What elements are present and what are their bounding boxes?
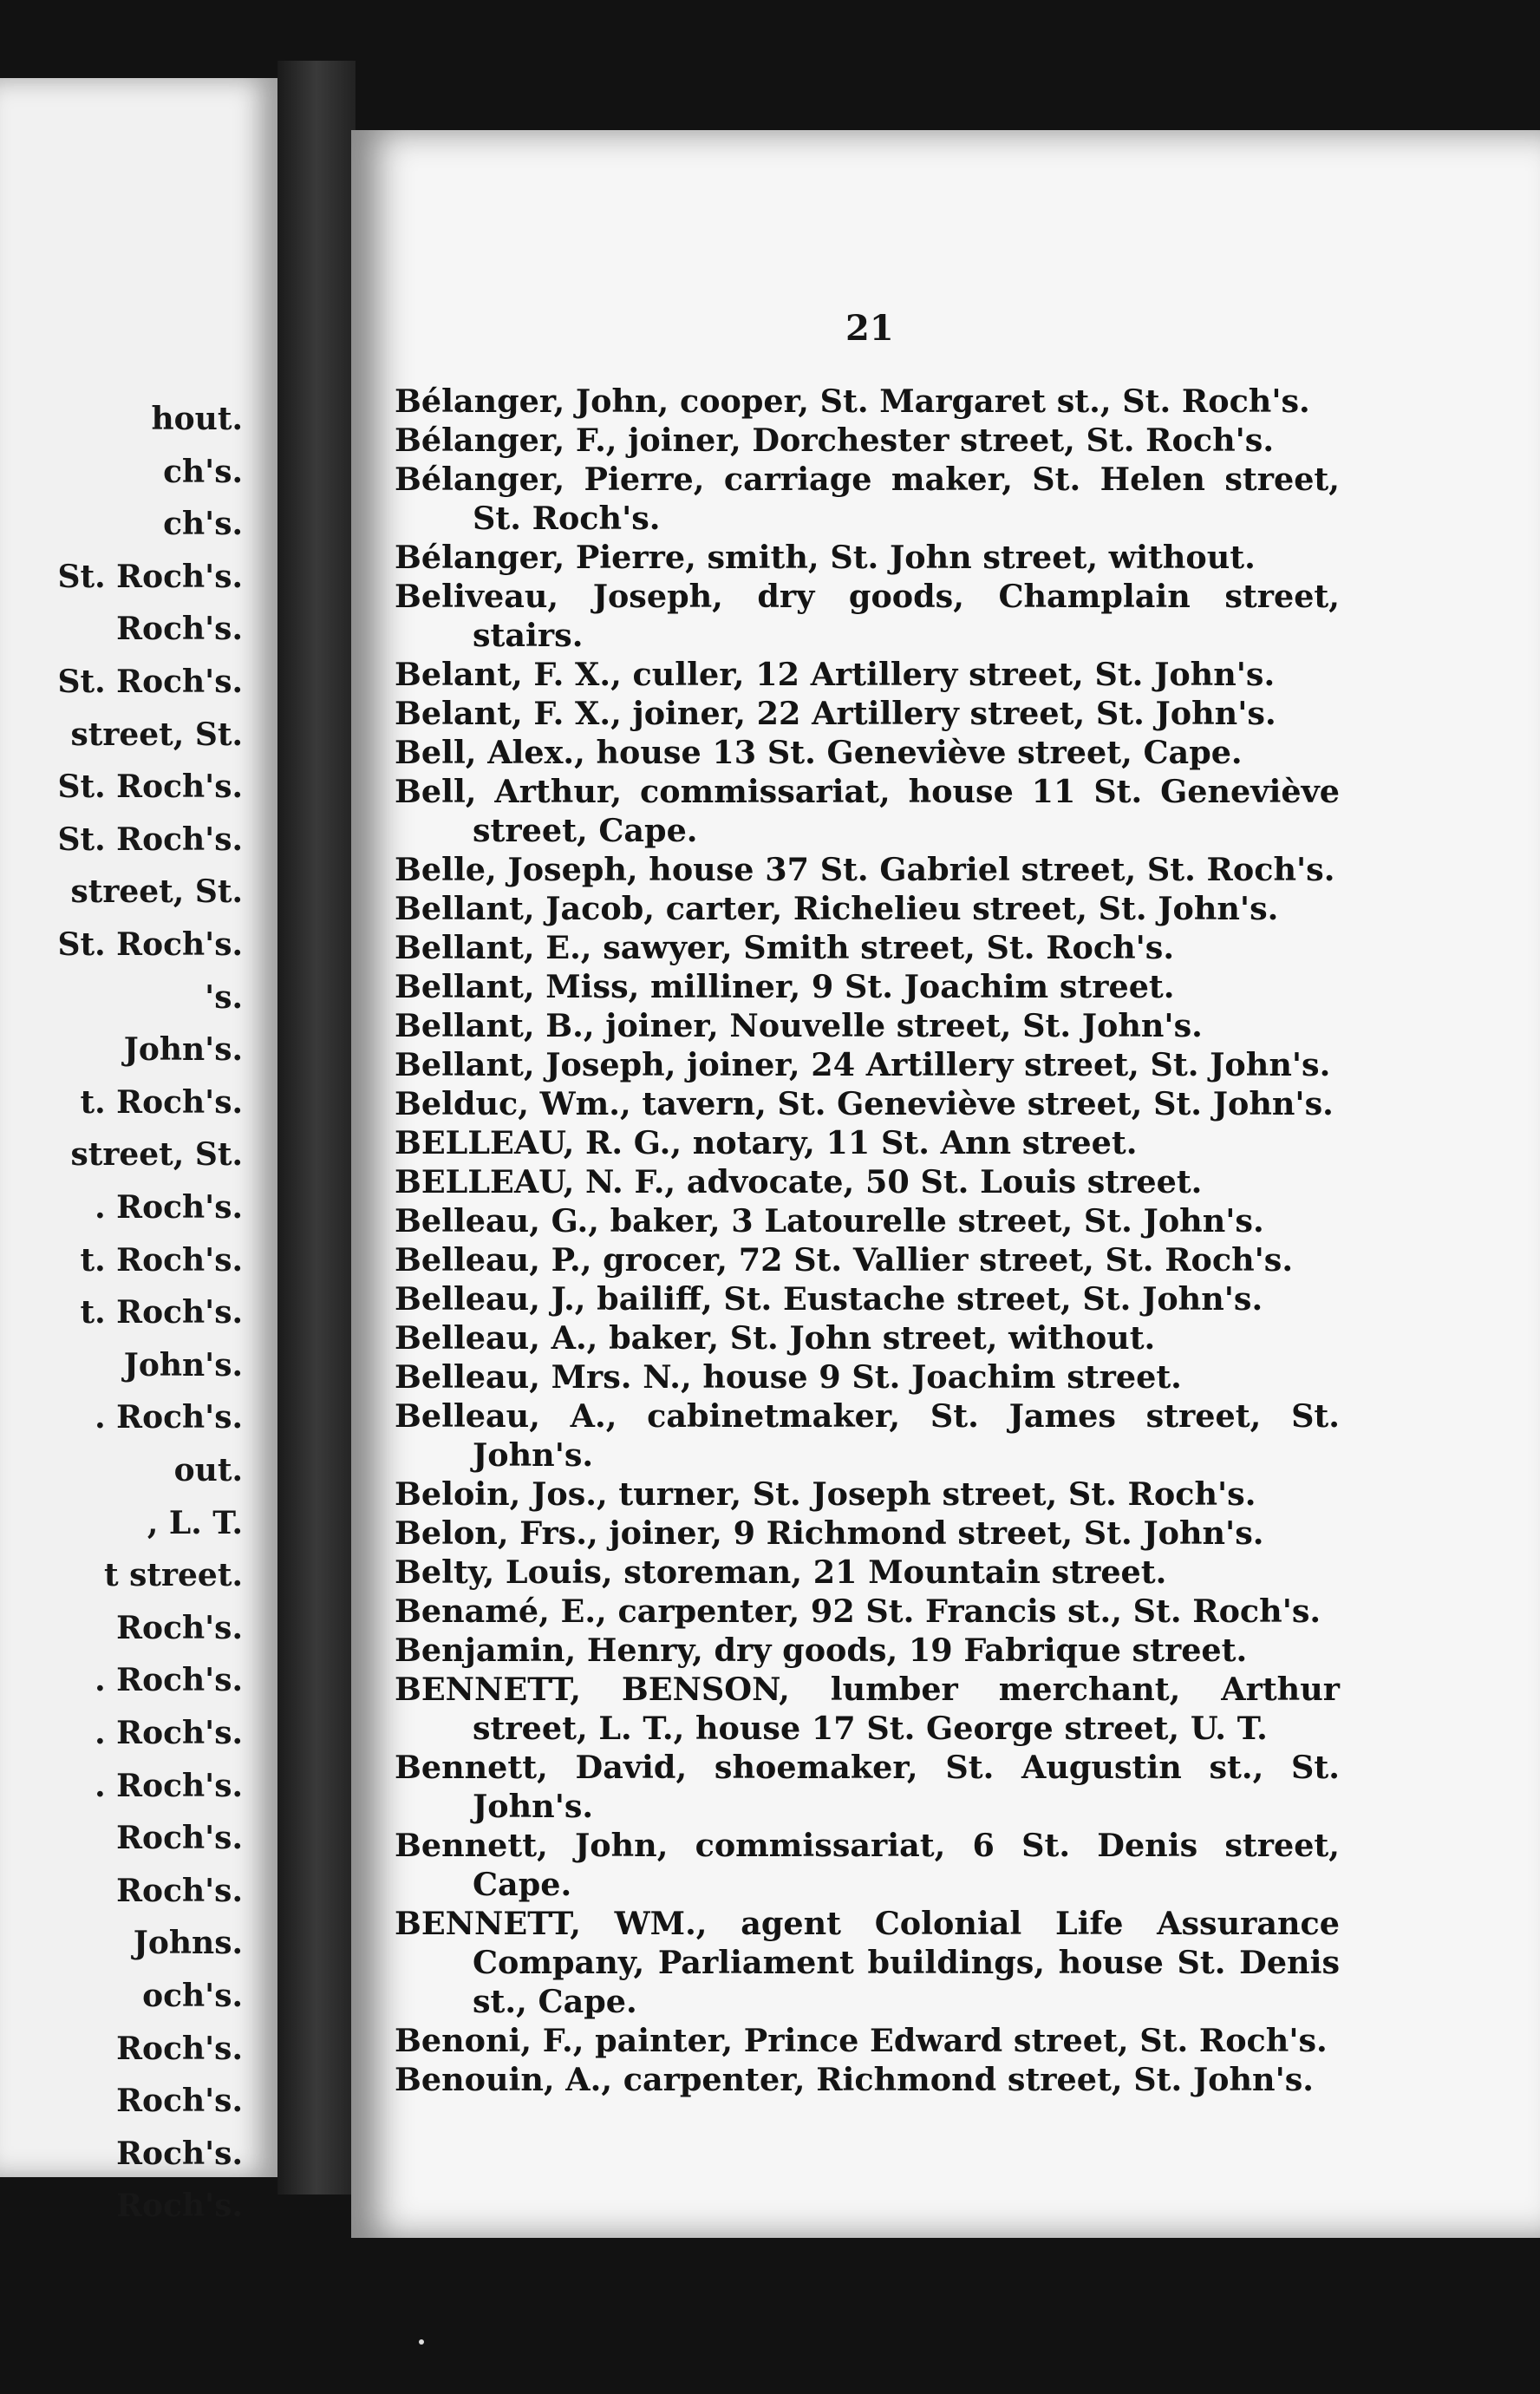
directory-entry: Belleau, Mrs. N., house 9 St. Joachim street. bbox=[395, 1358, 1182, 1396]
directory-entry: Bellant, B., joiner, Nouvelle street, St. John's. bbox=[395, 1007, 1203, 1044]
directory-entry: Belleau, A., baker, St. John street, without. bbox=[395, 1319, 1156, 1357]
directory-entry: Benjamin, Henry, dry goods, 19 Fabrique street. bbox=[395, 1632, 1248, 1669]
directory-entry: Beloin, Jos., turner, St. Joseph street, St. Roch's. bbox=[395, 1475, 1256, 1513]
directory-entry: Bell, Arthur, commissariat, house 11 St. Geneviève street, Cape. bbox=[395, 773, 1340, 849]
facing-page-line: Roch's. bbox=[116, 1609, 243, 1646]
facing-page-line: och's. bbox=[142, 1978, 243, 2014]
directory-entry: BELLEAU, N. F., advocate, 50 St. Louis street. bbox=[395, 1163, 1203, 1200]
facing-page-line: John's. bbox=[123, 1031, 243, 1069]
facing-page-line: Roch's. bbox=[116, 2083, 243, 2120]
facing-page-line: St. Roch's. bbox=[57, 821, 243, 858]
directory-entry: Bellant, Jacob, carter, Richelieu street, St. John's. bbox=[395, 890, 1279, 927]
facing-page-line: Roch's. bbox=[116, 2188, 243, 2225]
facing-page-line: , L. T. bbox=[147, 1504, 243, 1541]
facing-page-line: St. Roch's. bbox=[57, 558, 243, 595]
directory-entry: Bélanger, Pierre, carriage maker, St. Helen street, St. Roch's. bbox=[395, 461, 1340, 537]
directory-entry: Belleau, J., bailiff, St. Eustache street, St. John's. bbox=[395, 1280, 1263, 1318]
facing-page-line: ch's. bbox=[163, 506, 243, 543]
facing-page-line: t. Roch's. bbox=[80, 1241, 243, 1279]
facing-page-line: t street. bbox=[104, 1557, 243, 1594]
facing-page-line: . Roch's. bbox=[95, 1715, 243, 1751]
directory-entry: Benoni, F., painter, Prince Edward street, St. Roch's. bbox=[395, 2022, 1328, 2059]
directory-entry: Belant, F. X., joiner, 22 Artillery street, St. John's. bbox=[395, 695, 1276, 732]
directory-entry: Bélanger, John, cooper, St. Margaret st., St. Roch's. bbox=[395, 383, 1310, 420]
directory-entry: BELLEAU, R. G., notary, 11 St. Ann street. bbox=[395, 1124, 1138, 1161]
facing-page-line: Johns. bbox=[133, 1925, 243, 1962]
facing-page-line: . Roch's. bbox=[95, 1662, 243, 1699]
facing-page-line: Roch's. bbox=[116, 2030, 243, 2067]
directory-entry: Belleau, A., cabinetmaker, St. James street, St. John's. bbox=[395, 1397, 1340, 1474]
directory-entry: Benamé, E., carpenter, 92 St. Francis st., St. Roch's. bbox=[395, 1593, 1321, 1630]
directory-entry: BENNETT, BENSON, lumber merchant, Arthur street, L. T., house 17 St. George street, U. T. bbox=[395, 1671, 1340, 1747]
facing-page-line: street, St. bbox=[70, 1136, 243, 1174]
directory-entry: Belty, Louis, storeman, 21 Mountain street. bbox=[395, 1553, 1167, 1591]
directory-entry: Belon, Frs., joiner, 9 Richmond street, St. John's. bbox=[395, 1514, 1264, 1552]
directory-entry: Belleau, G., baker, 3 Latourelle street, St. John's. bbox=[395, 1202, 1264, 1240]
directory-entry: Belle, Joseph, house 37 St. Gabriel street, St. Roch's. bbox=[395, 851, 1335, 888]
directory-entry: Belant, F. X., culler, 12 Artillery street, St. John's. bbox=[395, 656, 1276, 693]
directory-entry: BENNETT, WM., agent Colonial Life Assurance Company, Parliament buildings, house St. Denis st., Cape. bbox=[395, 1905, 1340, 2020]
facing-page-line: ch's. bbox=[163, 453, 243, 490]
facing-page-line: . Roch's. bbox=[95, 1767, 243, 1804]
directory-entry: Bell, Alex., house 13 St. Geneviève street, Cape. bbox=[395, 734, 1243, 771]
facing-page-line: street, St. bbox=[70, 873, 243, 911]
facing-page-line: John's. bbox=[123, 1346, 243, 1383]
directory-entry: Benouin, A., carpenter, Richmond street, St. John's. bbox=[395, 2061, 1315, 2098]
margin-mark bbox=[419, 2339, 424, 2345]
facing-page-line: out. bbox=[173, 1452, 243, 1488]
directory-entry: Beliveau, Joseph, dry goods, Champlain street, stairs. bbox=[395, 578, 1340, 654]
directory-entry: Belduc, Wm., tavern, St. Geneviève street, St. John's. bbox=[395, 1085, 1334, 1122]
directory-entry: Bennett, John, commissariat, 6 St. Denis street, Cape. bbox=[395, 1827, 1340, 1903]
facing-page-line: Roch's. bbox=[116, 611, 243, 648]
facing-page-line: t. Roch's. bbox=[80, 1083, 243, 1121]
facing-page-line: Roch's. bbox=[116, 1872, 243, 1909]
book-gutter bbox=[277, 61, 356, 2194]
facing-page-line: . Roch's. bbox=[95, 1399, 243, 1436]
directory-entry: Bellant, Joseph, joiner, 24 Artillery street, St. John's. bbox=[395, 1046, 1331, 1083]
facing-page-line: Roch's. bbox=[116, 2135, 243, 2172]
directory-entry: Bellant, E., sawyer, Smith street, St. Roch's. bbox=[395, 929, 1175, 966]
directory-entry: Belleau, P., grocer, 72 St. Vallier street, St. Roch's. bbox=[395, 1241, 1294, 1279]
directory-entries bbox=[395, 382, 1340, 2099]
facing-page-line: St. Roch's. bbox=[57, 926, 243, 963]
directory-entry: Bennett, David, shoemaker, St. Augustin st., St. John's. bbox=[395, 1749, 1340, 1825]
facing-page-line: street, St. bbox=[70, 716, 243, 753]
facing-page-line: Roch's. bbox=[116, 1820, 243, 1857]
directory-entry: Bellant, Miss, milliner, 9 St. Joachim street. bbox=[395, 968, 1175, 1005]
facing-page-line: . Roch's. bbox=[95, 1189, 243, 1226]
page-number: 21 bbox=[845, 308, 894, 349]
directory-entry: Bélanger, F., joiner, Dorchester street, St. Roch's. bbox=[395, 422, 1275, 459]
facing-page-line: St. Roch's. bbox=[57, 769, 243, 806]
facing-page-line: St. Roch's. bbox=[57, 664, 243, 700]
facing-page-line: hout. bbox=[151, 401, 243, 437]
facing-page-line: 's. bbox=[205, 978, 243, 1016]
directory-entry: Bélanger, Pierre, smith, St. John street, without. bbox=[395, 539, 1256, 576]
facing-page-line: t. Roch's. bbox=[80, 1294, 243, 1331]
facing-page bbox=[0, 78, 277, 2225]
